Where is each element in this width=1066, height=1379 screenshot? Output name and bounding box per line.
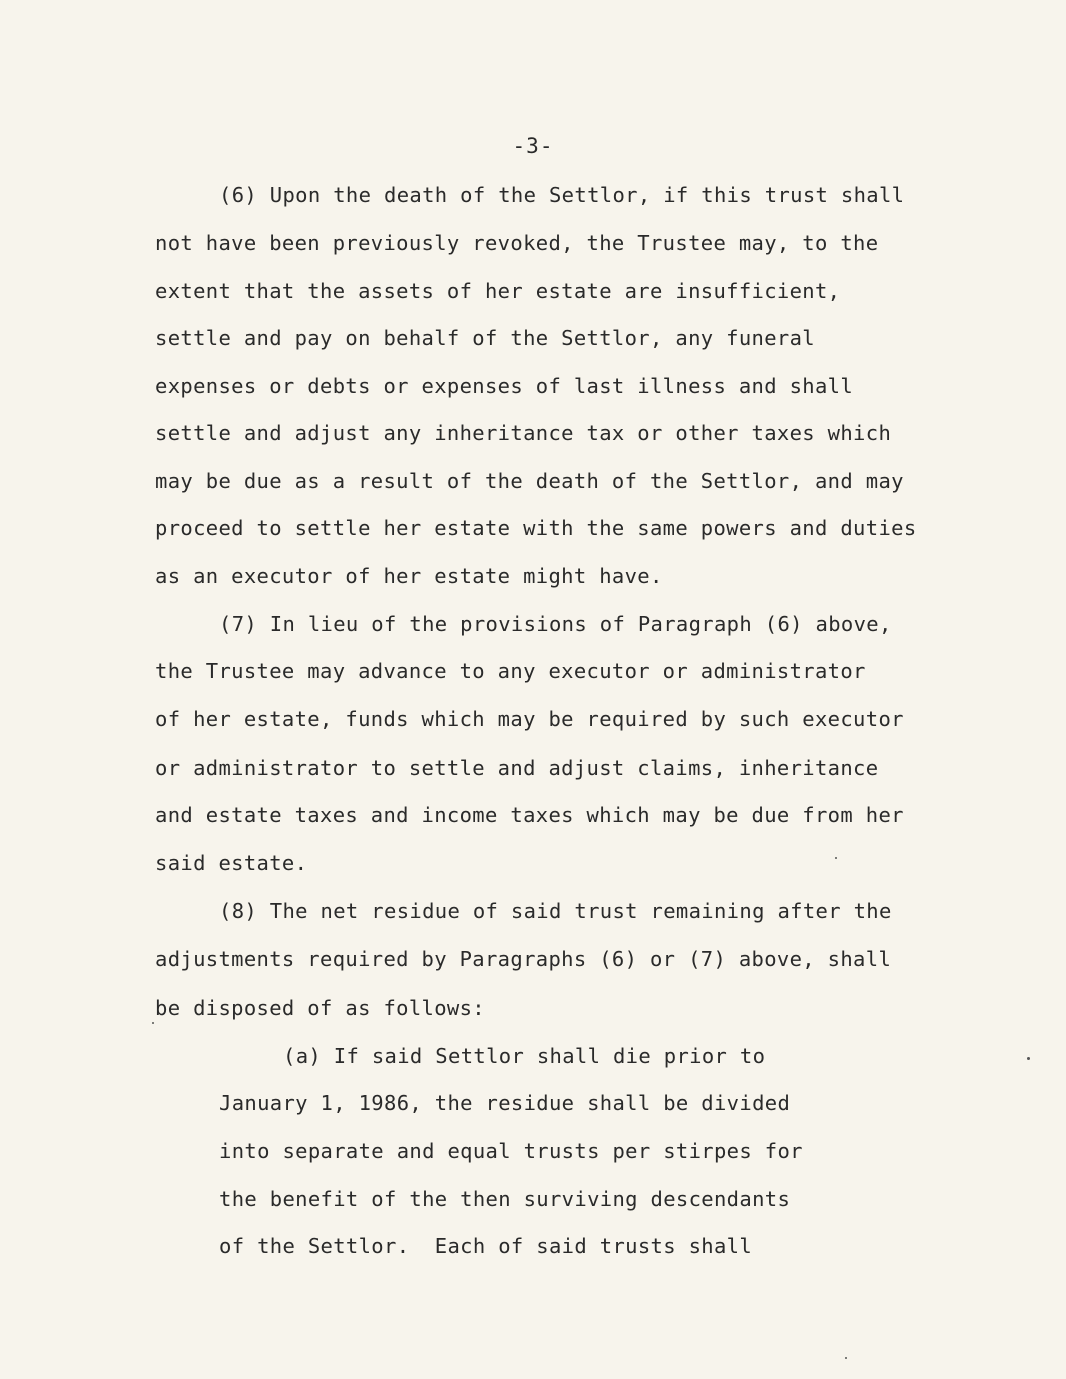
paragraph-6-line: expenses or debts or expenses of last illness and shall [155, 374, 854, 398]
paragraph-6-line: may be due as a result of the death of the Settlor, and may [155, 469, 904, 493]
page-number: -3- [512, 134, 554, 158]
paragraph-7-line: or administrator to settle and adjust claims, inheritance [155, 756, 879, 780]
paragraph-6-line: settle and adjust any inheritance tax or other taxes which [155, 421, 892, 445]
paragraph-6-line: as an executor of her estate might have. [155, 564, 663, 588]
paragraph-8-line: be disposed of as follows: [155, 996, 485, 1020]
paragraph-6-line: extent that the assets of her estate are insufficient, [155, 279, 841, 303]
paragraph-8a-line: into separate and equal trusts per stirpes for [219, 1139, 803, 1163]
paragraph-8a-line: (a) If said Settlor shall die prior to [283, 1044, 766, 1068]
paragraph-7-line: said estate. [155, 851, 308, 875]
paper-speck [152, 1022, 154, 1024]
paragraph-6-line: not have been previously revoked, the Trustee may, to the [155, 231, 879, 255]
paragraph-8-line: (8) The net residue of said trust remaining after the [219, 899, 892, 923]
paragraph-6-line: settle and pay on behalf of the Settlor, any funeral [155, 326, 815, 350]
paragraph-7-line: of her estate, funds which may be required by such executor [155, 707, 904, 731]
paper-speck [845, 1357, 847, 1359]
paragraph-7-line: (7) In lieu of the provisions of Paragraph (6) above, [219, 612, 892, 636]
paper-speck [835, 857, 837, 859]
paragraph-6-line: (6) Upon the death of the Settlor, if this trust shall [219, 183, 905, 207]
paper-speck [1027, 1057, 1030, 1060]
paragraph-7-line: and estate taxes and income taxes which may be due from her [155, 803, 904, 827]
paragraph-6-line: proceed to settle her estate with the same powers and duties [155, 516, 917, 540]
paragraph-8a-line: January 1, 1986, the residue shall be divided [219, 1091, 791, 1115]
paragraph-7-line: the Trustee may advance to any executor or administrator [155, 659, 866, 683]
paragraph-8a-line: of the Settlor. Each of said trusts shall [219, 1234, 753, 1258]
paragraph-8a-line: the benefit of the then surviving descendants [219, 1187, 791, 1211]
paragraph-8-line: adjustments required by Paragraphs (6) or (7) above, shall [155, 947, 892, 971]
